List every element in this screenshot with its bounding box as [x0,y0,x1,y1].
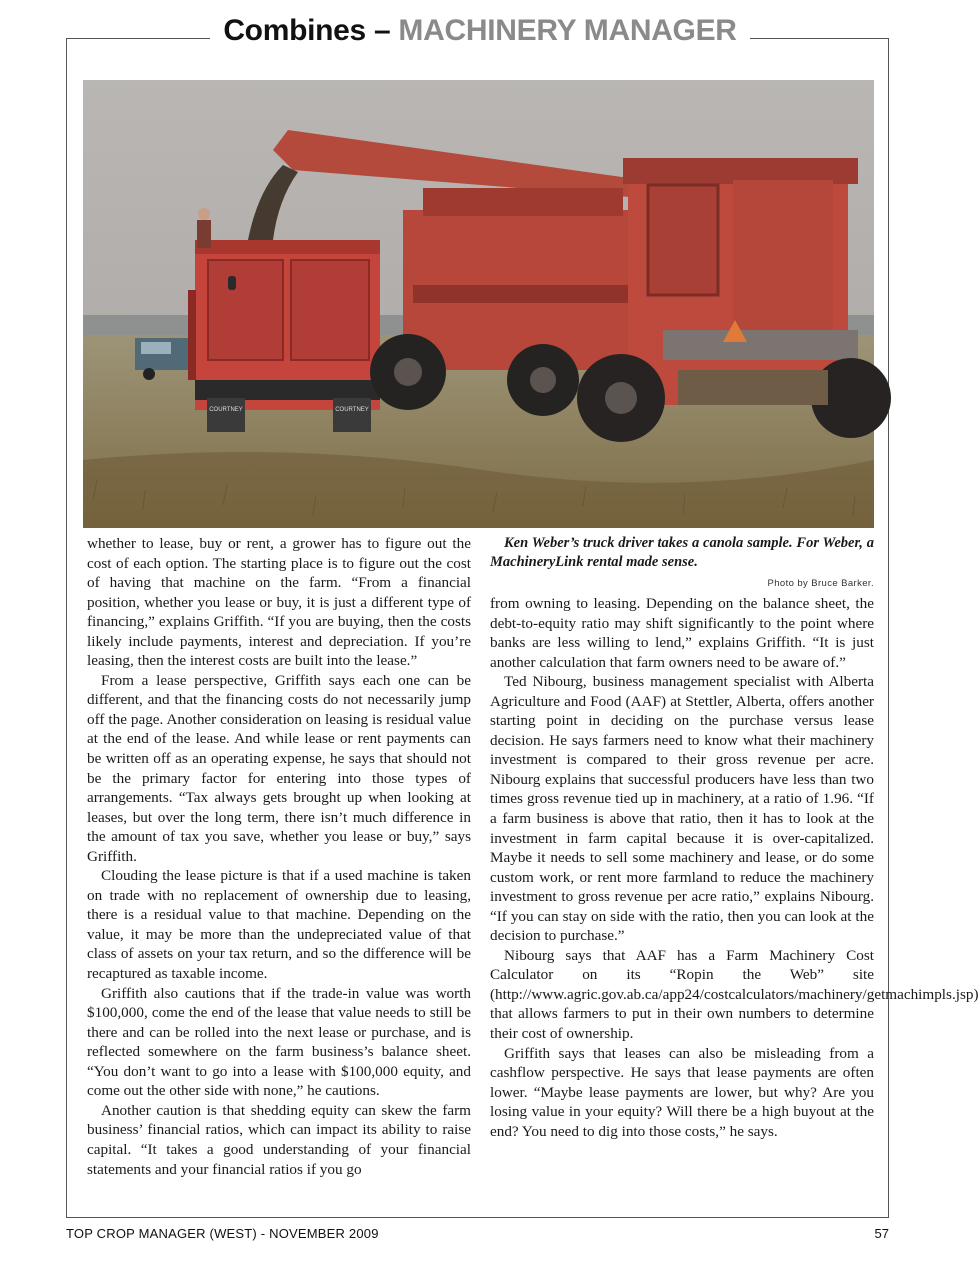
paragraph: Another caution is that shedding equity can skew the farm business’ financial ratios, which can impact its ability to raise capital. “It takes a good understanding of your financial statements and your financial ratios if you go [87,1101,471,1178]
paragraph: from owning to leasing. Depending on the balance sheet, the debt-to-equity ratio may shift significantly to the point where banks are less willing to lend,” explains Griffith. “It is just another calculation that farm owners need to be aware of.” [490,595,874,671]
paragraph: Ted Nibourg, business management specialist with Alberta Agriculture and Food (AAF) at Stettler, Alberta, offers another starting point in deciding on the purchase versus lease decision. He says farmers need to know what their machinery investment is compared to their gross revenue per acre. Nibourg explains that successful producers have less than two times gross revenue tied up in machinery, at a ratio of 1.96. “If a farm business is above that ratio, then it has to look at the investment in farm capital because it is over-capitalized. Maybe it needs to sell some machinery and lease, or do some custom work, or rent more farmland to reduce the machinery investment to gross revenue per acre ratio,” explains Nibourg. “If you can stay on side with the ratio, then you can look at the decision to purchase.” [490,673,874,945]
mudflap-text-right: COURTNEY [335,407,369,413]
header-dash: – [373,14,391,47]
article-column-right [490,534,979,1204]
feature-photo [83,80,874,528]
footer-publication: TOP CROP MANAGER (WEST) - NOVEMBER 2009 [66,1226,379,1241]
mudflap-text-left: COURTNEY [209,407,243,413]
section-subtitle: MACHINERY MANAGER [398,14,737,47]
article-column-left [87,534,471,1204]
paragraph: Clouding the lease picture is that if a used machine is taken on trade with no replacement of ownership due to leasing, there is a residual value to that machine. Depending on the value, it may be more than the undepreciated value of that class of assets on your tax return, and so the difference will be recaptured as taxable income. [87,867,471,983]
paragraph: Nibourg says that AAF has a Farm Machinery Cost Calculator on its “Ropin the Web” site (http://www.agric.gov.ab.ca/app24/costcalculators/machinery/getmachimpls.jsp) that allows farmers to put in their own numbers to determine their cost of ownership. [490,946,979,1043]
paragraph: From a lease perspective, Griffith says each one can be different, and that the financing costs do not necessarily jump off the page. Another consideration on leasing is residual value at the end of the lease. And while lease or rent payments can be written off as an operating expense, he says that should not be the primary factor for entering into those types of arrangements. “Tax always gets brought up when looking at leases, but over the long term, there isn’t much difference in the amount of tax you save, whether you lease or buy,” says Griffith. [87,671,471,865]
page-number: 57 [874,1226,889,1241]
photo-credit: Photo by Bruce Barker. [767,578,874,589]
paragraph: Griffith also cautions that if the trade-in value was worth $100,000, come the end of the lease that value needs to still be there and can be rolled into the next lease or purchase, and is reflected somewhere on the farm business’s balance sheet. “You don’t want to go into a lease with $100,000 equity, and come out the other side with none,” he cautions. [87,984,471,1100]
section-title: Combines [223,14,366,47]
photo-caption: Ken Weber’s truck driver takes a canola sample. For Weber, a MachineryLink rental made sense. [490,535,874,570]
paragraph: whether to lease, buy or rent, a grower has to figure out the cost of each option. The starting place is to figure out the cost of having that machine on the farm. “From a financial position, whether you lease or buy, it is just a different type of financing,” explains Griffith. “If you are buying, then the costs likely include payments, interest and depreciation. If you’re leasing, then the interest costs are built into the lease.” [87,535,471,670]
paragraph: Griffith says that leases can also be misleading from a cashflow perspective. He says that lease payments are often lower. “Maybe lease payments are lower, but why? Are you losing value in your equity? Will there be a high buyout at the end? You need to dig into those costs,” he says. [490,1044,874,1140]
